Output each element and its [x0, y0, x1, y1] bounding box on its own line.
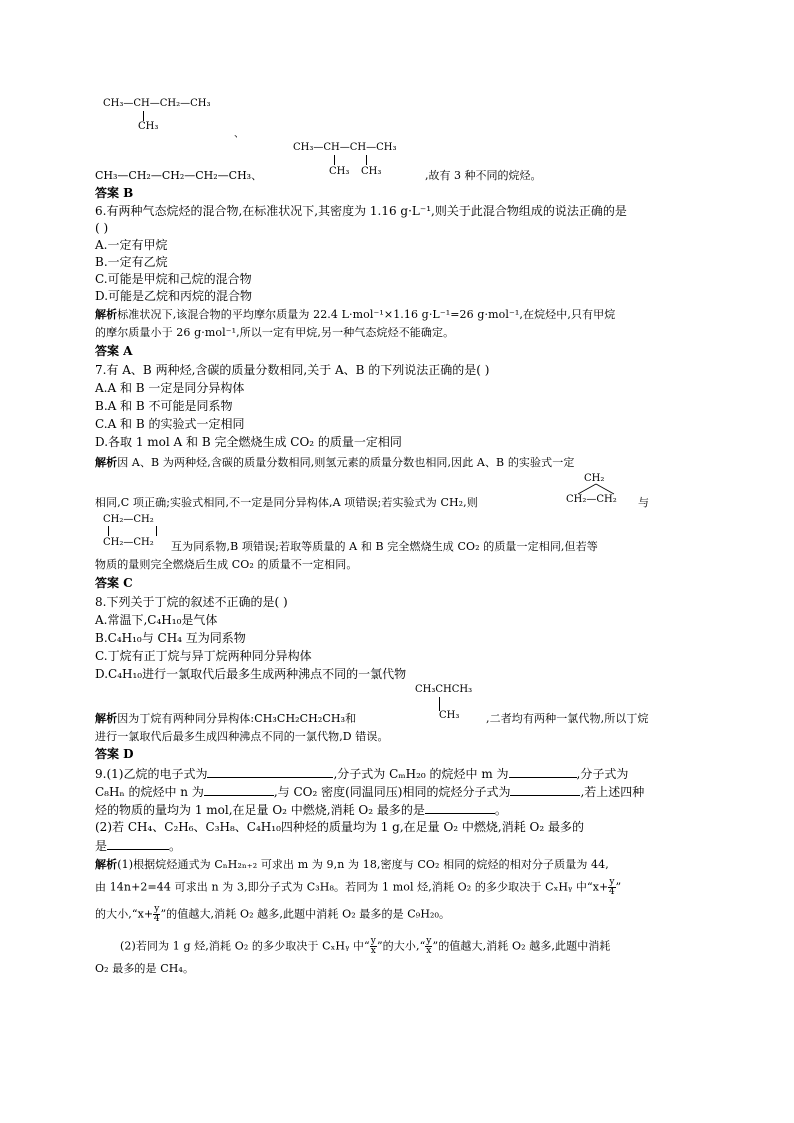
q8-stem: 8.下列关于丁烷的叙述不正确的是( ) [95, 595, 288, 609]
bond-line [143, 111, 144, 121]
structure-isopentane-main: CH₃—CH—CH₂—CH₃ [103, 98, 211, 109]
q6-stem: 6.有两种气态烷烃的混合物,在标准状况下,其密度为 1.16 g·L⁻¹,则关于此混合物组成的说法正确的是 [95, 204, 627, 218]
q9-line-3 [95, 801, 507, 818]
fraction-numerator: y [370, 936, 376, 946]
answer-blank[interactable] [425, 801, 495, 814]
bond-line [156, 526, 157, 536]
structure-pentane: CH₃—CH₂—CH₂—CH₂—CH₃、 [95, 169, 263, 182]
structure-cyclopropane-top: CH₂ [584, 473, 605, 484]
q7-stem: 7.有 A、B 两种烃,含碳的质量分数相同,关于 A、B 的下列说法正确的是( ) [95, 363, 490, 377]
explanation-text: ”的大小,“ [376, 939, 426, 953]
q9-line-5 [95, 837, 181, 854]
q7-explanation-line-3: 互为同系物,B 项错误;若取等质量的 A 和 B 完全燃烧生成 CO₂ 的质量一定相同,但若等 [171, 540, 598, 553]
explanation-label: 解析 [95, 858, 118, 871]
fraction-numerator: y [609, 877, 615, 887]
q9-explanation-line-3 [95, 905, 450, 924]
q6-explanation-line-2: 的摩尔质量小于 26 g·mol⁻¹,所以一定有甲烷,另一种气态烷烃不能确定。 [95, 326, 455, 339]
fraction-denominator: 4 [153, 914, 160, 924]
q9-text: ,若上述四种 [580, 785, 645, 799]
q9-explanation-line-5: O₂ 最多的是 CH₄。 [95, 962, 195, 975]
explanation-text: 的大小,“x+ [95, 907, 154, 921]
separator-mark: 、 [234, 129, 244, 140]
explanation-text: (1)根据烷烃通式为 CₙH₂ₙ₊₂ 可求出 m 为 9,n 为 18,密度与 CO₂ 相同的烷烃的相对分子质量为 44, [117, 858, 609, 871]
explanation-text: ” [615, 880, 622, 894]
structure-conclusion: ,故有 3 种不同的烷烃。 [425, 169, 542, 182]
q9-text: 烃的物质的量均为 1 mol,在足量 O₂ 中燃烧,消耗 O₂ 最多的是 [95, 803, 425, 817]
bond-line [108, 526, 109, 536]
q6-option-d: D.可能是乙烷和丙烷的混合物 [95, 289, 253, 303]
q9-explanation-line-2 [95, 878, 621, 897]
q9-text: C₈Hₙ 的烷烃中 n 为 [95, 785, 204, 799]
q6-stem-paren: ( ) [95, 221, 109, 235]
q6-option-a: A.一定有甲烷 [95, 238, 168, 252]
q9-text: ,分子式为 CₘH₂₀ 的烷烃中 m 为 [333, 767, 509, 781]
q7-option-d: D.各取 1 mol A 和 B 完全燃烧生成 CO₂ 的质量一定相同 [95, 435, 402, 449]
bond-line [366, 155, 367, 165]
fraction-y-over-x [370, 937, 377, 956]
answer-blank[interactable] [204, 783, 274, 796]
q7-explanation-line-2-end: 与 [638, 496, 650, 509]
explanation-text: ”的值越大,消耗 O₂ 越多,此题中消耗 O₂ 最多的是 C₉H₂₀。 [160, 907, 451, 921]
answer-q7: 答案 C [95, 576, 133, 590]
explanation-text: 因为丁烷有两种同分异构体:CH₃CH₂CH₂CH₃和 [117, 712, 357, 725]
structure-dimethylbutane-branch-2: CH₃ [361, 166, 382, 177]
fraction-numerator: y [154, 904, 160, 914]
q9-explanation-line-1 [95, 857, 609, 873]
explanation-text: 标准状况下,该混合物的平均摩尔质量为 22.4 L·mol⁻¹×1.16 g·L⁻¹=26 g·mol⁻¹,在烷烃中,只有甲烷 [117, 308, 616, 321]
fraction-numerator: y [426, 936, 432, 946]
q9-text: 9.(1)乙烷的电子式为 [95, 767, 208, 781]
q8-option-c: C.丁烷有正丁烷与异丁烷两种同分异构体 [95, 649, 312, 663]
q6-explanation-line-1 [95, 307, 615, 323]
structure-cyclopropane-bottom: CH₂—CH₂ [566, 494, 617, 505]
answer-q8: 答案 D [95, 747, 134, 761]
fraction-denominator: x [370, 946, 376, 956]
structure-dimethylbutane-branch-1: CH₃ [329, 166, 350, 177]
explanation-label: 解析 [95, 308, 118, 321]
bond-line [334, 155, 335, 165]
q7-option-a: A.A 和 B 一定是同分异构体 [95, 381, 245, 395]
q8-option-b: B.C₄H₁₀与 CH₄ 互为同系物 [95, 631, 246, 645]
q8-option-a: A.常温下,C₄H₁₀是气体 [95, 613, 218, 627]
q8-option-d: D.C₄H₁₀进行一氯取代后最多生成两种沸点不同的一氯代物 [95, 667, 407, 681]
q9-explanation-line-4 [120, 937, 611, 956]
q9-text: ,分子式为 [576, 767, 629, 781]
bond-line [439, 697, 440, 711]
q6-option-c: C.可能是甲烷和己烷的混合物 [95, 272, 252, 286]
q9-text: ,与 CO₂ 密度(同温同压)相同的烷烃分子式为 [273, 785, 511, 799]
fraction-denominator: x [426, 946, 432, 956]
answer-q5: 答案 B [95, 186, 134, 200]
answer-blank[interactable] [207, 765, 333, 778]
q9-text: 。 [494, 803, 507, 817]
q6-option-b: B.一定有乙烷 [95, 255, 168, 269]
q7-explanation-line-2: 相同,C 项正确;实验式相同,不一定是同分异构体,A 项错误;若实验式为 CH₂,则 [95, 496, 478, 509]
q9-text: 。 [169, 839, 182, 853]
q7-explanation-line-1 [95, 455, 574, 471]
q9-line-4: (2)若 CH₄、C₂H₆、C₃H₈、C₄H₁₀四种烃的质量均为 1 g,在足量 O₂ 中燃烧,消耗 O₂ 最多的 [95, 820, 585, 834]
q7-option-c: C.A 和 B 的实验式一定相同 [95, 417, 245, 431]
q8-explanation-line-1-end: ,二者均有两种一氯代物,所以丁烷 [486, 712, 649, 725]
explanation-label: 解析 [95, 456, 118, 469]
explanation-text: (2)若同为 1 g 烃,消耗 O₂ 的多少取决于 CₓHᵧ 中“ [120, 939, 370, 953]
explanation-label: 解析 [95, 712, 118, 725]
structure-isopentane-branch: CH₃ [138, 121, 159, 132]
q7-explanation-line-4: 物质的量则完全燃烧后生成 CO₂ 的质量不一定相同。 [95, 558, 358, 571]
q8-explanation-line-1 [95, 711, 356, 727]
q7-option-b: B.A 和 B 不可能是同系物 [95, 399, 233, 413]
answer-blank[interactable] [509, 765, 577, 778]
structure-dimethylbutane-main: CH₃—CH—CH—CH₃ [293, 142, 397, 153]
explanation-text: ”的值越大,消耗 O₂ 越多,此题中消耗 [432, 939, 611, 953]
structure-cyclobutane-top: CH₂—CH₂ [103, 514, 154, 525]
answer-blank[interactable] [510, 783, 580, 796]
fraction-y-over-4 [608, 878, 615, 897]
explanation-text: 由 14n+2=44 可求出 n 为 3,即分子式为 C₃H₈。若同为 1 mol 烃,消耗 O₂ 的多少取决于 CₓHᵧ 中“x+ [95, 880, 609, 894]
structure-isobutane-top: CH₃CHCH₃ [415, 684, 473, 695]
answer-blank[interactable] [107, 837, 169, 850]
structure-isobutane-branch: CH₃ [439, 710, 460, 721]
fraction-denominator: 4 [609, 887, 615, 897]
explanation-text: 因 A、B 为两种烃,含碳的质量分数相同,则氢元素的质量分数也相同,因此 A、B 的实验式一定 [117, 456, 575, 469]
structure-cyclobutane-bottom: CH₂—CH₂ [103, 537, 154, 548]
q9-text: 是 [95, 839, 108, 853]
q9-line-2 [95, 783, 644, 800]
q9-line-1 [95, 765, 628, 782]
answer-q6: 答案 A [95, 344, 133, 358]
q8-explanation-line-2: 进行一氯取代后最多生成四种沸点不同的一氯代物,D 错误。 [95, 730, 389, 743]
